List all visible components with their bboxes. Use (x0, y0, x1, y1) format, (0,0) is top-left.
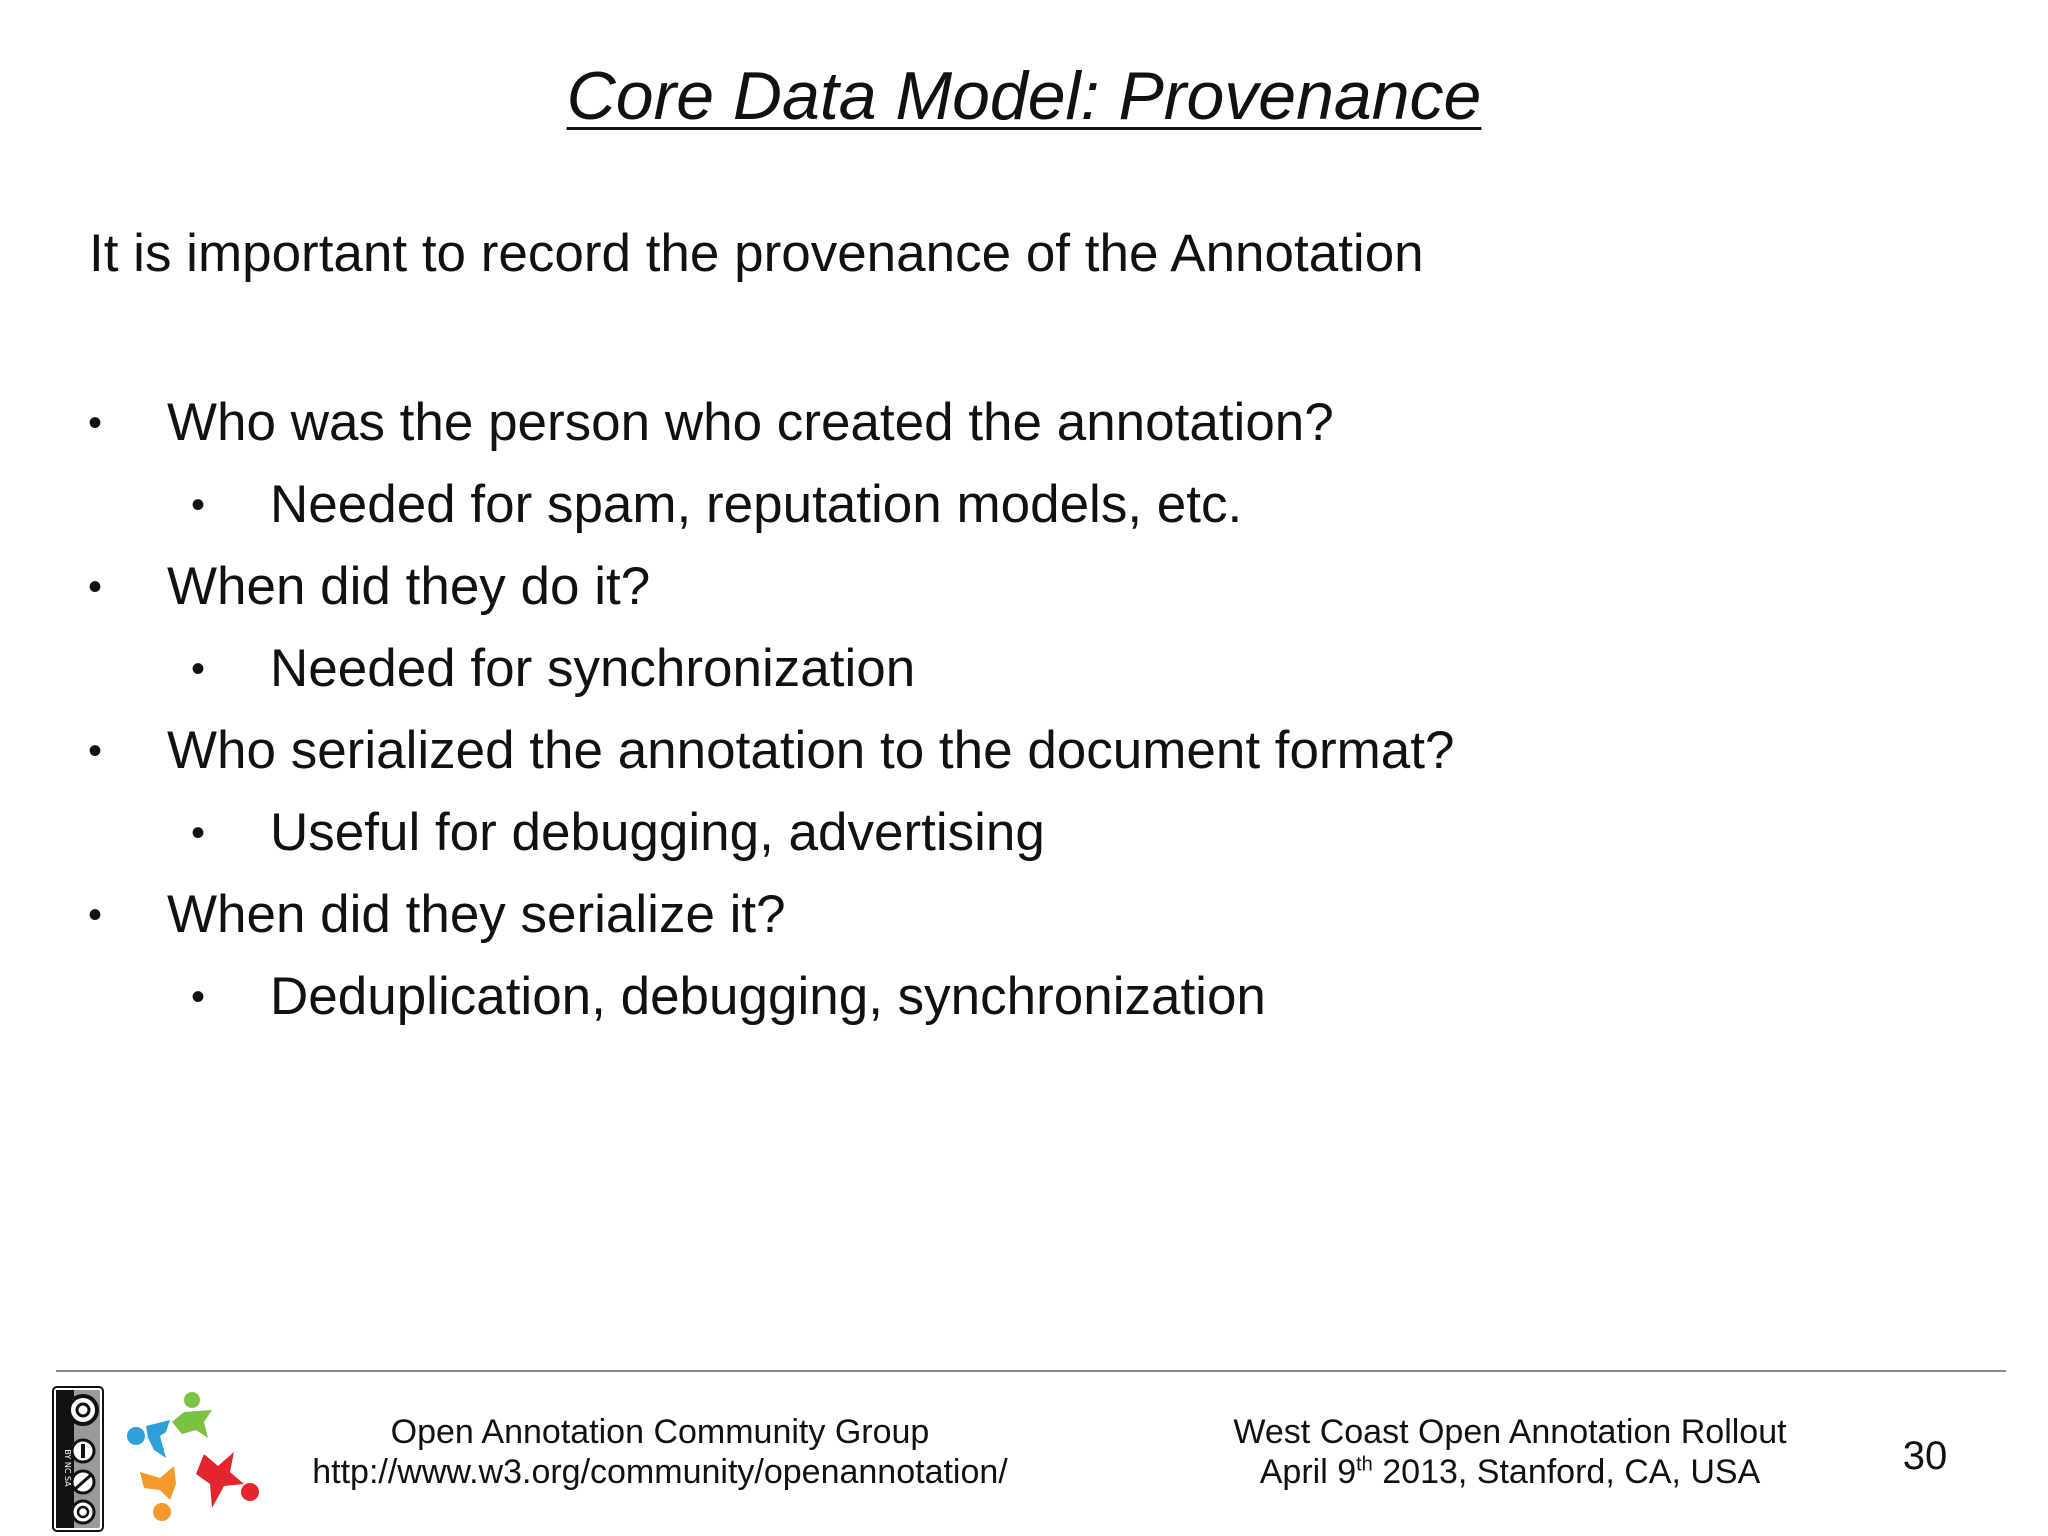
bullet-text: Deduplication, debugging, synchronization (270, 967, 1266, 1026)
list-item (0, 628, 2048, 710)
footer-right (1200, 1412, 1820, 1492)
footer-divider (56, 1370, 2006, 1372)
list-item (0, 464, 2048, 546)
bullet-marker: • (88, 401, 103, 445)
bullet-marker: • (88, 565, 103, 609)
list-item (0, 546, 2048, 628)
bullet-marker: • (191, 647, 206, 691)
cc-badge-text: BY NC SA (63, 1449, 72, 1487)
footer-date-month-day: April 9 (1259, 1453, 1357, 1491)
footer-date-rest: 2013, Stanford, CA, USA (1372, 1453, 1761, 1491)
bullet-text: Who was the person who created the annotation? (167, 393, 1334, 452)
bullet-text: Needed for synchronization (270, 639, 916, 698)
slide-title: Core Data Model: Provenance (566, 58, 1482, 134)
footer-left (290, 1412, 1030, 1492)
bullet-marker: • (191, 975, 206, 1019)
bullet-marker: • (191, 483, 206, 527)
bullet-text: When did they do it? (167, 557, 651, 616)
footer-date-ordinal: th (1356, 1453, 1373, 1476)
bullet-list (0, 382, 2048, 1038)
footer-event-name: West Coast Open Annotation Rollout (1233, 1413, 1787, 1451)
list-item (0, 710, 2048, 792)
list-item (0, 874, 2048, 956)
footer-group-url: http://www.w3.org/community/openannotation/ (312, 1453, 1008, 1491)
footer-event-date (1200, 1452, 1820, 1492)
bullet-text: Useful for debugging, advertising (270, 803, 1045, 862)
list-item (0, 792, 2048, 874)
bullet-text: When did they serialize it? (167, 885, 786, 944)
bullet-marker: • (191, 811, 206, 855)
bullet-marker: • (88, 893, 103, 937)
list-item (0, 956, 2048, 1038)
page-number: 30 (1902, 1434, 1948, 1478)
bullet-marker: • (88, 729, 103, 773)
cc-license-icon (52, 1386, 104, 1532)
bullet-text: Who serialized the annotation to the document format? (167, 721, 1455, 780)
open-annotation-logo (122, 1392, 260, 1522)
footer-group-name: Open Annotation Community Group (390, 1413, 930, 1451)
slide-intro: It is important to record the provenance of the Annotation (89, 224, 1424, 283)
list-item (0, 382, 2048, 464)
bullet-text: Needed for spam, reputation models, etc. (270, 475, 1243, 534)
